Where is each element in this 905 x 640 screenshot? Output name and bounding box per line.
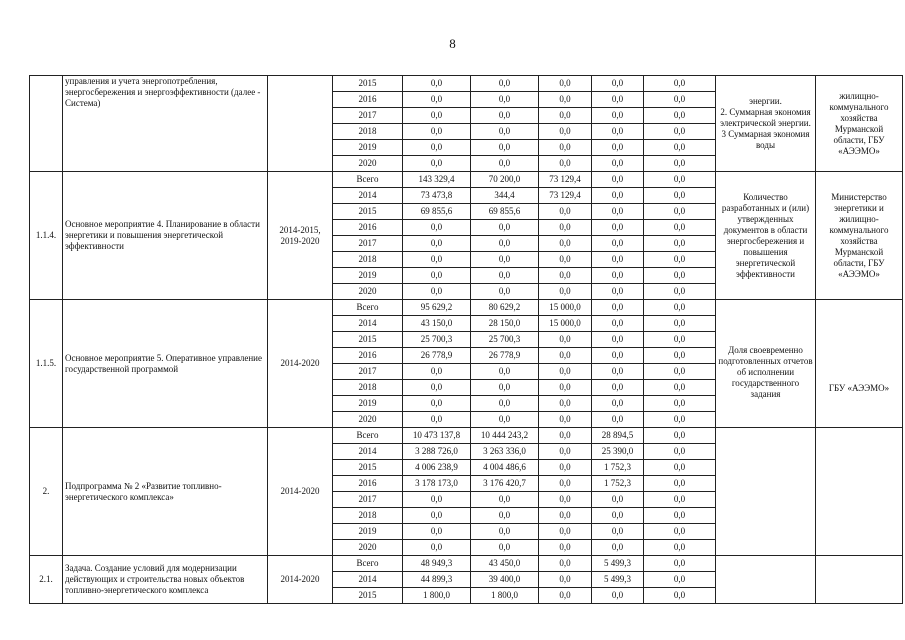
activity-name: Основное мероприятие 5. Оперативное управление государственной программой [63, 300, 268, 428]
funding-value: 0,0 [644, 540, 716, 556]
funding-value: 0,0 [471, 108, 539, 124]
funding-value: 0,0 [539, 540, 592, 556]
funding-value: 0,0 [539, 124, 592, 140]
year-cell: 2016 [333, 220, 403, 236]
funding-value: 73 129,4 [539, 188, 592, 204]
funding-value: 0,0 [644, 172, 716, 188]
year-cell: 2017 [333, 492, 403, 508]
funding-value: 73 129,4 [539, 172, 592, 188]
funding-value: 0,0 [539, 508, 592, 524]
funding-value: 0,0 [539, 108, 592, 124]
funding-value: 25 700,3 [403, 332, 471, 348]
funding-value: 0,0 [471, 156, 539, 172]
funding-value: 0,0 [592, 332, 644, 348]
funding-value: 70 200,0 [471, 172, 539, 188]
funding-value: 0,0 [644, 556, 716, 572]
funding-value: 0,0 [539, 252, 592, 268]
funding-value: 0,0 [592, 220, 644, 236]
funding-value: 0,0 [592, 76, 644, 92]
year-cell: Всего [333, 556, 403, 572]
funding-value: 0,0 [471, 540, 539, 556]
year-cell: Всего [333, 172, 403, 188]
year-cell: 2018 [333, 508, 403, 524]
funding-value: 0,0 [644, 588, 716, 604]
year-cell: 2017 [333, 108, 403, 124]
funding-value: 25 700,3 [471, 332, 539, 348]
funding-value: 0,0 [471, 412, 539, 428]
year-cell: 2018 [333, 252, 403, 268]
implementation-period: 2014-2020 [268, 428, 333, 556]
funding-value: 0,0 [644, 460, 716, 476]
row-number: 2.1. [30, 556, 63, 604]
year-cell: 2015 [333, 588, 403, 604]
funding-value: 0,0 [592, 316, 644, 332]
funding-value: 0,0 [539, 396, 592, 412]
row-number: 1.1.4. [30, 172, 63, 300]
year-cell: 2015 [333, 204, 403, 220]
funding-value: 0,0 [644, 76, 716, 92]
page-number: 8 [449, 36, 456, 51]
indicator-text: энергии. 2. Суммарная экономия электрической энергии. 3 Суммарная экономия воды [716, 76, 816, 172]
funding-value: 0,0 [644, 364, 716, 380]
table-row [30, 428, 903, 444]
funding-value: 1 800,0 [403, 588, 471, 604]
funding-value: 143 329,4 [403, 172, 471, 188]
funding-value: 0,0 [592, 204, 644, 220]
funding-value: 0,0 [644, 140, 716, 156]
funding-value: 0,0 [644, 156, 716, 172]
funding-value: 0,0 [539, 332, 592, 348]
funding-value: 0,0 [471, 492, 539, 508]
year-cell: 2017 [333, 364, 403, 380]
funding-value: 0,0 [539, 92, 592, 108]
funding-value: 25 390,0 [592, 444, 644, 460]
year-cell: 2019 [333, 524, 403, 540]
funding-value: 0,0 [539, 204, 592, 220]
funding-value: 43 150,0 [403, 316, 471, 332]
funding-value: 0,0 [644, 268, 716, 284]
year-cell: 2018 [333, 380, 403, 396]
funding-value: 0,0 [403, 108, 471, 124]
funding-value: 0,0 [592, 396, 644, 412]
year-cell: 2014 [333, 316, 403, 332]
activity-name: Основное мероприятие 4. Планирование в области энергетики и повышения энергетической эффективности [63, 172, 268, 300]
indicator-text: Доля своевременно подготовленных отчетов об исполнении государственного задания [716, 300, 816, 428]
funding-value: 73 473,8 [403, 188, 471, 204]
implementation-period: 2014-2020 [268, 300, 333, 428]
funding-value: 0,0 [644, 524, 716, 540]
funding-value: 0,0 [471, 236, 539, 252]
funding-value: 0,0 [644, 508, 716, 524]
implementation-period: 2014-2020 [268, 556, 333, 604]
funding-value: 80 629,2 [471, 300, 539, 316]
year-cell: 2016 [333, 92, 403, 108]
funding-value: 0,0 [644, 108, 716, 124]
funding-value: 0,0 [592, 524, 644, 540]
year-cell: 2017 [333, 236, 403, 252]
funding-value: 0,0 [539, 476, 592, 492]
funding-value: 26 778,9 [403, 348, 471, 364]
funding-value: 0,0 [592, 300, 644, 316]
funding-value: 0,0 [644, 412, 716, 428]
funding-value: 0,0 [644, 236, 716, 252]
year-cell: 2019 [333, 396, 403, 412]
funding-value: 0,0 [403, 76, 471, 92]
funding-value: 0,0 [592, 140, 644, 156]
funding-value: 0,0 [471, 284, 539, 300]
funding-value: 0,0 [403, 284, 471, 300]
funding-value: 0,0 [539, 412, 592, 428]
funding-value: 0,0 [471, 140, 539, 156]
funding-value: 0,0 [539, 492, 592, 508]
funding-value: 0,0 [592, 284, 644, 300]
funding-value: 28 150,0 [471, 316, 539, 332]
funding-value: 15 000,0 [539, 316, 592, 332]
year-cell: 2014 [333, 572, 403, 588]
funding-value: 0,0 [592, 236, 644, 252]
funding-value: 4 004 486,6 [471, 460, 539, 476]
year-cell: 2014 [333, 444, 403, 460]
activity-name: Подпрограмма № 2 «Развитие топливно-энергетического комплекса» [63, 428, 268, 556]
year-cell: 2018 [333, 124, 403, 140]
activity-name: управления и учета энергопотребления, энергосбережения и энергоэффективности (далее - Система) [63, 76, 268, 172]
funding-value: 0,0 [471, 396, 539, 412]
funding-value: 0,0 [471, 380, 539, 396]
funding-value: 0,0 [539, 156, 592, 172]
activity-name: Задача. Создание условий для модернизации действующих и строительства новых объектов топливно-энергетического комплекса [63, 556, 268, 604]
funding-value: 44 899,3 [403, 572, 471, 588]
funding-value: 0,0 [403, 268, 471, 284]
funding-value: 3 178 173,0 [403, 476, 471, 492]
funding-value: 0,0 [644, 204, 716, 220]
table-row [30, 300, 903, 316]
funding-value: 0,0 [403, 364, 471, 380]
executor-text: ГБУ «АЭЭМО» [816, 300, 903, 428]
funding-value: 344,4 [471, 188, 539, 204]
funding-value: 0,0 [403, 540, 471, 556]
funding-value: 0,0 [644, 348, 716, 364]
funding-value: 69 855,6 [403, 204, 471, 220]
funding-value: 28 894,5 [592, 428, 644, 444]
year-cell: 2014 [333, 188, 403, 204]
funding-value: 10 444 243,2 [471, 428, 539, 444]
funding-value: 0,0 [592, 380, 644, 396]
funding-value: 0,0 [644, 124, 716, 140]
funding-value: 0,0 [592, 412, 644, 428]
funding-value: 1 800,0 [471, 588, 539, 604]
funding-value: 0,0 [592, 348, 644, 364]
funding-value: 0,0 [592, 172, 644, 188]
year-cell: 2020 [333, 156, 403, 172]
funding-value: 0,0 [403, 236, 471, 252]
row-number: 1.1.5. [30, 300, 63, 428]
funding-value: 69 855,6 [471, 204, 539, 220]
funding-value: 0,0 [539, 268, 592, 284]
funding-value: 0,0 [592, 124, 644, 140]
year-cell: 2015 [333, 76, 403, 92]
funding-value: 0,0 [539, 76, 592, 92]
funding-value: 0,0 [592, 92, 644, 108]
executor-text: Министерство энергетики и жилищно-коммунального хозяйства Мурманской области, ГБУ «АЭЭМО» [816, 172, 903, 300]
year-cell: 2015 [333, 460, 403, 476]
funding-value: 0,0 [539, 460, 592, 476]
funding-value: 0,0 [592, 108, 644, 124]
indicator-text [716, 556, 816, 604]
funding-value: 0,0 [539, 348, 592, 364]
funding-value: 0,0 [644, 476, 716, 492]
year-cell: 2016 [333, 476, 403, 492]
table-row [30, 172, 903, 188]
funding-value: 0,0 [539, 428, 592, 444]
funding-value: 0,0 [644, 188, 716, 204]
funding-value: 0,0 [592, 492, 644, 508]
year-cell: 2015 [333, 332, 403, 348]
year-cell: Всего [333, 300, 403, 316]
funding-value: 0,0 [644, 220, 716, 236]
funding-value: 3 176 420,7 [471, 476, 539, 492]
funding-value: 0,0 [644, 92, 716, 108]
funding-value: 0,0 [539, 380, 592, 396]
funding-value: 0,0 [539, 524, 592, 540]
year-cell: 2016 [333, 348, 403, 364]
funding-value: 26 778,9 [471, 348, 539, 364]
funding-value: 3 263 336,0 [471, 444, 539, 460]
year-cell: 2020 [333, 284, 403, 300]
funding-value: 0,0 [644, 284, 716, 300]
funding-value: 1 752,3 [592, 460, 644, 476]
funding-value: 0,0 [471, 76, 539, 92]
funding-value: 0,0 [403, 92, 471, 108]
funding-value: 0,0 [592, 252, 644, 268]
funding-value: 95 629,2 [403, 300, 471, 316]
funding-value: 5 499,3 [592, 572, 644, 588]
funding-value: 0,0 [539, 236, 592, 252]
indicator-text: Количество разработанных и (или) утвержденных документов в области энергосбережения и повышения энергетической эффективности [716, 172, 816, 300]
funding-value: 0,0 [471, 268, 539, 284]
funding-value: 0,0 [403, 396, 471, 412]
table-row [30, 76, 903, 92]
funding-value: 5 499,3 [592, 556, 644, 572]
funding-value: 0,0 [403, 252, 471, 268]
executor-text [816, 428, 903, 556]
funding-value: 0,0 [471, 508, 539, 524]
funding-value: 0,0 [592, 508, 644, 524]
implementation-period [268, 76, 333, 172]
funding-value: 0,0 [592, 188, 644, 204]
funding-value: 0,0 [644, 492, 716, 508]
funding-value: 0,0 [471, 252, 539, 268]
year-cell: 2019 [333, 140, 403, 156]
funding-value: 0,0 [539, 284, 592, 300]
funding-value: 10 473 137,8 [403, 428, 471, 444]
funding-value: 0,0 [592, 268, 644, 284]
year-cell: 2020 [333, 412, 403, 428]
funding-value: 4 006 238,9 [403, 460, 471, 476]
funding-value: 0,0 [539, 444, 592, 460]
indicator-text [716, 428, 816, 556]
funding-value: 0,0 [644, 444, 716, 460]
funding-value: 0,0 [403, 492, 471, 508]
year-cell: 2020 [333, 540, 403, 556]
funding-value: 0,0 [644, 316, 716, 332]
funding-value: 3 288 726,0 [403, 444, 471, 460]
funding-value: 0,0 [403, 140, 471, 156]
funding-value: 0,0 [403, 124, 471, 140]
funding-value: 0,0 [539, 588, 592, 604]
funding-value: 15 000,0 [539, 300, 592, 316]
table-row [30, 556, 903, 572]
funding-value: 48 949,3 [403, 556, 471, 572]
funding-value: 0,0 [539, 556, 592, 572]
funding-value: 0,0 [403, 220, 471, 236]
funding-value: 0,0 [592, 540, 644, 556]
funding-value: 0,0 [471, 124, 539, 140]
funding-value: 0,0 [403, 524, 471, 540]
year-cell: 2019 [333, 268, 403, 284]
funding-value: 0,0 [592, 588, 644, 604]
funding-value: 0,0 [644, 428, 716, 444]
funding-value: 0,0 [403, 508, 471, 524]
funding-value: 0,0 [592, 156, 644, 172]
funding-value: 0,0 [471, 220, 539, 236]
funding-value: 0,0 [471, 524, 539, 540]
executor-text [816, 556, 903, 604]
funding-value: 0,0 [539, 140, 592, 156]
funding-value: 0,0 [644, 332, 716, 348]
funding-value: 0,0 [403, 156, 471, 172]
funding-value: 39 400,0 [471, 572, 539, 588]
funding-value: 0,0 [539, 572, 592, 588]
funding-value: 0,0 [644, 252, 716, 268]
row-number: 2. [30, 428, 63, 556]
funding-value: 0,0 [403, 412, 471, 428]
funding-value: 0,0 [644, 396, 716, 412]
funding-value: 0,0 [592, 364, 644, 380]
executor-text: жилищно-коммунального хозяйства Мурманской области, ГБУ «АЭЭМО» [816, 76, 903, 172]
year-cell: Всего [333, 428, 403, 444]
funding-value: 0,0 [644, 572, 716, 588]
implementation-period: 2014-2015, 2019-2020 [268, 172, 333, 300]
funding-value: 0,0 [471, 92, 539, 108]
funding-value: 0,0 [403, 380, 471, 396]
row-number [30, 76, 63, 172]
funding-value: 0,0 [644, 300, 716, 316]
funding-value: 0,0 [644, 380, 716, 396]
funding-value: 0,0 [539, 220, 592, 236]
funding-value: 43 450,0 [471, 556, 539, 572]
funding-value: 0,0 [471, 364, 539, 380]
program-funding-table [29, 75, 903, 604]
funding-value: 0,0 [539, 364, 592, 380]
funding-value: 1 752,3 [592, 476, 644, 492]
